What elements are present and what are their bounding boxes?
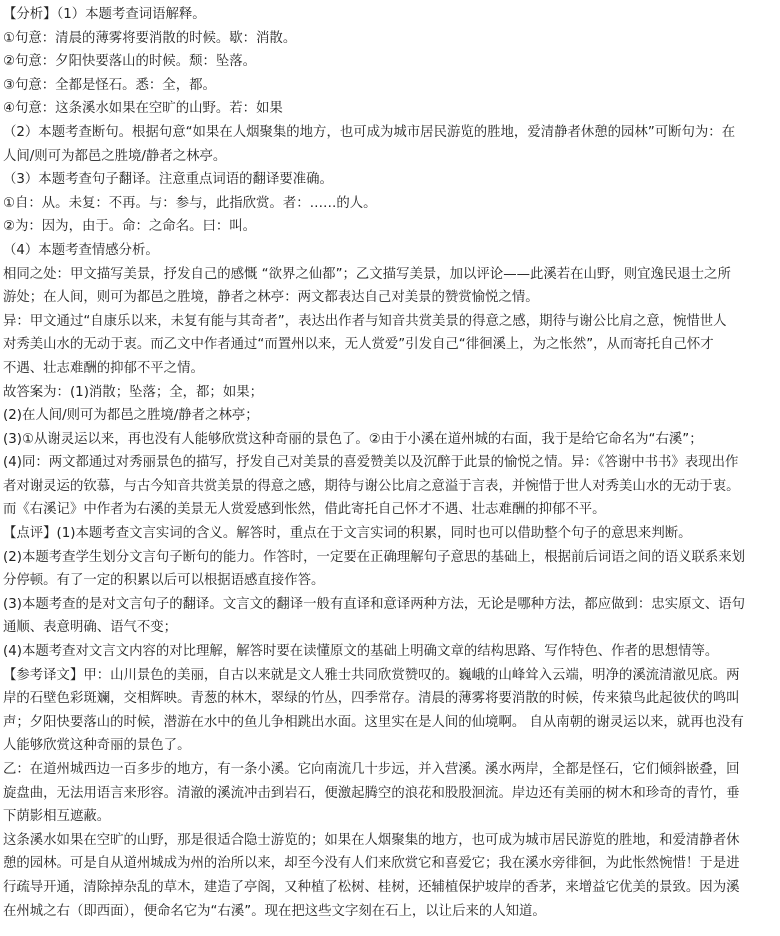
text-line: ①句意：清晨的薄雾将要消散的时候。歇：消散。 <box>3 30 297 46</box>
text-line: (2)在人间/则可为都邑之胜境/静者之林亭； <box>3 408 259 424</box>
text-line: 岸的石壁色彩斑斓，交相辉映。青葱的林木，翠绿的竹丛，四季常存。清晨的薄雾将要消散的时候，传来猿鸟此起彼伏的鸣叫 <box>3 691 740 707</box>
text-line: 对秀美山水的无动于衷。而乙文中作者通过“而置州以来，无人赏爱”引发自己“徘徊溪上，为之怅然”，从而寄托自己怀才 <box>3 337 714 353</box>
text-line: 【分析】（1）本题考查词语解释。 <box>3 7 206 22</box>
text-line: 异：甲文通过“自康乐以来，未复有能与其奇者”，表达出作者与知音共赏美景的得意之感，期待与谢公比肩之意，惋惜世人 <box>3 313 727 329</box>
text-line: 在州城之右（即西面），便命名它为“右溪”。现在把这些文字刻在石上，以让后来的人知道。 <box>3 903 546 919</box>
text-line: 不遇、壮志难酬的抑郁不平之情。 <box>3 360 204 376</box>
text-line: 下荫影相互遮蔽。 <box>3 809 111 825</box>
text-line: 故答案为：(1)消散；坠落；全，都；如果； <box>3 384 263 400</box>
text-line: 【点评】(1)本题考查文言实词的含义。解答时，重点在于文言实词的积累，同时也可以借助整个句子的意思来判断。 <box>3 526 692 542</box>
text-line: ②为：因为，由于。命：之命名。曰：叫。 <box>3 219 257 235</box>
text-line: 分停顿。有了一定的积累以后可以根据语感直接作答。 <box>3 573 325 589</box>
text-line: 声；夕阳快要落山的时候，潜游在水中的鱼儿争相跳出水面。这里实在是人间的仙境啊。 自从南朝的谢灵运以来，就再也没有 <box>3 714 744 730</box>
text-line: ③句意：全都是怪石。悉：全，都。 <box>3 77 216 93</box>
text-line: 人能够欣赏这种奇丽的景色了。 <box>3 738 191 754</box>
text-line: (2)本题考查学生划分文言句子断句的能力。作答时，一定要在正确理解句子意思的基础上，根据前后词语之间的语义联系来划 <box>3 549 746 565</box>
text-line: 憩的园林。可是自从道州城成为州的治所以来，却至今没有人们来欣赏它和喜爱它；我在溪水旁徘徊，为此怅然惋惜！于是进 <box>3 856 740 872</box>
text-line: （3）本题考查句子翻译。注意重点词语的翻译要准确。 <box>3 172 333 188</box>
text-line: （2）本题考查断句。根据句意“如果在人烟聚集的地方，也可成为城市居民游览的胜地，爱清静者休憩的园林”可断句为：在 <box>3 124 736 140</box>
text-line: 乙：在道州城西边一百多步的地方，有一条小溪。它向南流几十步远，并入营溪。溪水两岸，全都是怪石，它们倾斜嵌叠，回 <box>3 762 740 777</box>
text-line: ①自：从。未复：不再。与：参与，此指欣赏。者：……的人。 <box>3 195 377 211</box>
text-line: 者对谢灵运的钦慕，与古今知音共赏美景的得意之感，期待与谢公比肩之意溢于言表，并惋惜于世人对秀美山水的无动于衷。 <box>3 478 740 494</box>
text-line: 行疏导开通，清除掉杂乱的草木，建造了亭阁，又种植了松树、桂树，还辅植保护坡岸的香茅，来增益它优美的景致。因为溪 <box>3 879 740 895</box>
text-line: (4)同：两文都通过对秀丽景色的描写，抒发自己对美景的喜爱赞美以及沉醉于此景的愉悦之情。异：《答谢中书书》表现出作 <box>3 455 739 471</box>
text-line: 这条溪水如果在空旷的山野，那是很适合隐士游览的；如果在人烟聚集的地方，也可成为城市居民游览的胜地，和爱清静者休 <box>3 832 740 848</box>
text-line: 【参考译文】甲：山川景色的美丽，自古以来就是文人雅士共同欣赏赞叹的。巍峨的山峰耸入云端，明净的溪流清澈见底。两 <box>3 667 740 683</box>
text-line: (3)本题考查的是对文言句子的翻译。文言文的翻译一般有直译和意译两种方法，无论是哪种方法，都应做到：忠实原文、语句 <box>3 596 746 612</box>
text-line: ④句意：这条溪水如果在空旷的山野。若：如果 <box>3 101 283 117</box>
text-line: 相同之处：甲文描写美景，抒发自己的感慨 “欲界之仙都”；乙文描写美景，加以评论——此溪若在山野，则宜逸民退士之所 <box>3 266 731 282</box>
text-line: 人间/则可为都邑之胜境/静者之林亭。 <box>3 148 227 164</box>
text-line: (3)①从谢灵运以来，再也没有人能够欣赏这种奇丽的景色了。②由于小溪在道州城的右面，我于是给它命名为“右溪”； <box>3 431 703 447</box>
text-line: 游处；在人间，则可为都邑之胜境，静者之林亭：两文都表达自己对美景的赞赏愉悦之情。 <box>3 290 539 306</box>
text-line: 而《右溪记》中作者为右溪的美景无人赏爱感到怅然，借此寄托自己怀才不遇、壮志难酬的抑郁不平。 <box>3 502 606 518</box>
text-line: 旋盘曲，无法用语言来形容。清澈的溪流冲击到岩石，便激起腾空的浪花和股股洄流。岸边还有美丽的树木和珍奇的青竹，垂 <box>3 785 740 801</box>
text-line: （4）本题考查情感分析。 <box>3 242 159 258</box>
text-line: 通顺、表意明确、语气不变； <box>3 620 178 636</box>
text-line: ②句意：夕阳快要落山的时候。颓：坠落。 <box>3 54 257 70</box>
text-line: (4)本题考查对文言文内容的对比理解，解答时要在读懂原文的基础上明确文章的结构思路、写作特色、作者的思想情等。 <box>3 644 719 660</box>
